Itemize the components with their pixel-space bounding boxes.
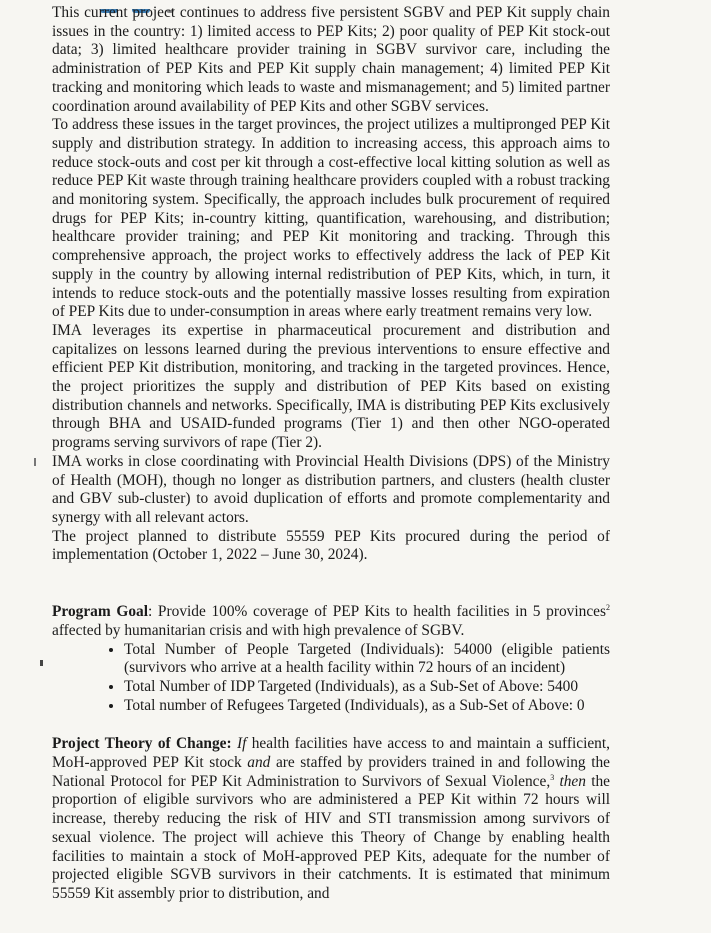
list-item: • Total Number of IDP Targeted (Individuals), as a Sub-Set of Above: 5400: [124, 678, 610, 697]
list-item: • Total number of Refugees Targeted (Individuals), as a Sub-Set of Above: 0: [124, 697, 610, 716]
paragraph-supply-chain-issues: This current project continues to address five persistent SGBV and PEP Kit supply chain issues in the country: 1) limited access to PEP Kits; 2) poor quality of PEP Kit stock-out data; 3) limited healthcare provider training in SGBV survivor care, including the administration of PEP Kits and PEP Kit supply chain management; 4) limited PEP Kit tracking and monitoring which leads to waste and mismanagement; and 5) limited partner coordination around availability of PEP Kits and other SGBV services.: [52, 4, 610, 115]
paragraph-strategy: To address these issues in the target provinces, the project utilizes a multipronged PEP Kit supply and distribution strategy. In addition to increasing access, this approach aims to reduce stock-outs and cost per kit through a cost-effective local kitting solution as well as reduce PEP Kit waste through training healthcare providers coupled with a robust tracking and monitoring system. Specifically, the approach includes bulk procurement of required drugs for PEP Kits; in-country kitting, quantification, warehousing, and distribution; healthcare provider training; and PEP Kit monitoring and tracking. Through this comprehensive approach, the project works to effectively address the lack of PEP Kit supply in the country by allowing internal redistribution of PEP Kits, which, in turn, it intends to reduce stock-outs and the potentially massive losses resulting from expiration of PEP Kits due to under-consumption in areas where early treatment remains very low.: [52, 116, 610, 321]
paragraph-distribution-plan: The project planned to distribute 55559 PEP Kits procured during the period of implementation (October 1, 2022 – June 30, 2024).: [52, 527, 610, 564]
theory-of-change-label: Project Theory of Change:: [52, 735, 232, 753]
footnote-ref: 2: [606, 602, 610, 612]
program-goal-label: Program Goal: [52, 603, 148, 621]
paragraph-ima-expertise: IMA leverages its expertise in pharmaceutical procurement and distribution and capitalizes on lessons learned during the previous interventions to ensure effective and efficient PEP Kit distribution, monitoring, and tracking in the targeted provinces. Hence, the project prioritizes the supply and distribution of PEP Kits based on existing distribution channels and networks. Specifically, IMA is distributing PEP Kits exclusively through BHA and USAID-funded programs (Tier 1) and then other NGO-operated programs serving survivors of rape (Tier 2).: [52, 321, 610, 452]
program-goal: Program Goal: Provide 100% coverage of PEP Kits to health facilities in 5 provinces$^2$ affected by humanitarian crisis and with high prevalence of SGBV.: [52, 602, 610, 639]
paragraph-coordination: IMA works in close coordinating with Provincial Health Divisions (DPS) of the Ministry of Health (MOH), though no longer as distribution partners, and clusters (health cluster and GBV sub-cluster) to avoid duplication of efforts and promote complementarity and synergy with all relevant actors.: [52, 452, 610, 526]
list-item: • Total Number of People Targeted (Individuals): 54000 (eligible patients (survivors who arrive at a health facility within 72 hours of an incident): [124, 641, 610, 678]
footnote-ref: 3: [550, 772, 555, 782]
scan-mark: [40, 660, 43, 666]
theory-of-change: Project Theory of Change: If health facilities have access to and maintain a sufficient, MoH-approved PEP Kit stock and are staffed by providers trained in and following the National Protocol for PEP Kit Administration to Survivors of Sexual Violence,$^3$ then the proportion of eligible survivors who are administered a PEP Kit within 72 hours will increase, thereby reducing the risk of HIV and STI transmission among survivors of sexual violence. The project will achieve this Theory of Change by enabling health facilities to maintain a stock of MoH-approved PEP Kits, adequate for the number of projected eligible SGVB survivors in their catchments. It is estimated that minimum 55559 Kit assembly prior to distribution, and: [52, 735, 610, 902]
scan-mark: [34, 458, 36, 466]
document-body: [52, 4, 610, 904]
goal-bullet-list: [52, 641, 610, 716]
